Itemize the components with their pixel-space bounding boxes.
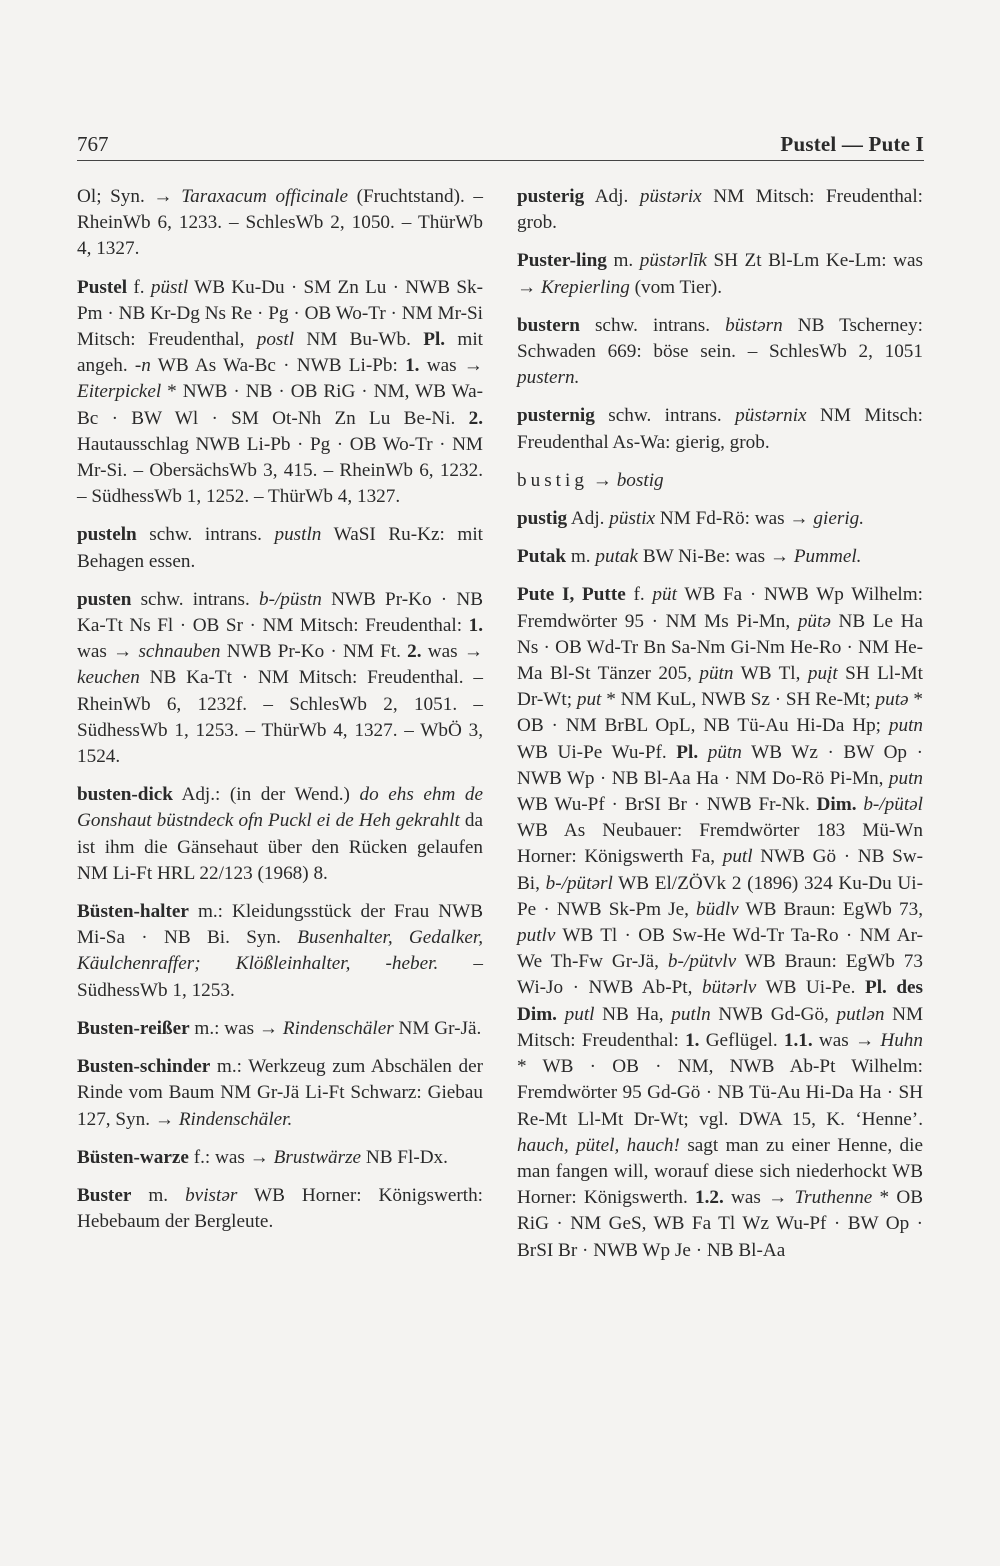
running-head: Pustel — Pute I — [780, 132, 924, 156]
entry-lemma: busten-dick — [77, 784, 173, 806]
dictionary-entry — [517, 544, 923, 570]
entry-body: m. putak BW Ni-Be: was → Pummel. — [566, 546, 862, 568]
dictionary-entry — [77, 1016, 483, 1042]
entry-body: bustig → bostig — [517, 469, 664, 491]
entry-body: m.: Kleidungsstück der Frau NWB Mi-Sa · NB Bi. Syn. Busenhalter, Gedalker, Käulchenraffer; Klößleinhalter, -heber. – SüdhessWb 1, 1253. — [77, 901, 484, 1001]
entry-body: m. püstərlīk SH Zt Bl-Lm Ke-Lm: was → Krepierling (vom Tier). — [517, 250, 923, 298]
dictionary-entry — [77, 782, 483, 887]
page-header — [77, 128, 924, 161]
entry-body: m.: was → Rindenschäler NM Gr-Jä. — [189, 1017, 482, 1039]
entry-lemma: bustern — [517, 314, 580, 336]
dictionary-entry — [77, 899, 483, 1004]
entry-lemma: Büsten-halter — [77, 901, 189, 923]
dictionary-entry — [77, 587, 483, 770]
entry-body: Adj. püstix NM Fd-Rö: was → gierig. — [567, 508, 865, 530]
entry-lemma: Busten-reißer — [77, 1017, 190, 1039]
entry-body: m.: Werkzeug zum Abschälen der Rinde vom Baum NM Gr-Jä Li-Ft Schwarz: Giebau 127, Syn. → Rindenschäler. — [77, 1056, 483, 1130]
entry-body: Ol; Syn. → Taraxacum officinale (Fruchtstand). – RheinWb 6, 1233. – SchlesWb 2, 1050. – ThürWb 4, 1327. — [77, 186, 483, 260]
entry-lemma: Busten-schinder — [77, 1056, 211, 1078]
entry-lemma: pusterig — [517, 186, 585, 207]
dictionary-entry — [517, 248, 923, 300]
entry-body: schw. intrans. büstərn NB Tscherney: Schwaden 669: böse sein. – SchlesWb 2, 1051 pustern. — [517, 314, 923, 389]
entry-body: f. püt WB Fa · NWB Wp Wilhelm: Fremdwörter 95 · NM Ms Pi-Mn, pütə NB Le Ha Ns · OB Wd-Tr Bn Sa-Nm Gi-Nm He-Ro · NM He-Ma Bl-St Tänzer 205, pütn WB Tl, puįt SH Ll-Mt Dr-Wt; put * NM KuL, NWB Sz · SH Re-Mt; putə * OB · NM BrBL OpL, NB Tü-Au Hi-Da Hp; putn WB Ui-Pe Wu-Pf. Pl. pütn WB Wz · BW Op · NWB Wp · NB Bl-Aa Ha · NM Do-Rö Pi-Mn, putn WB Wu-Pf · BrSI Br · NWB Fr-Nk. Dim. b-/pütəl WB As Neubauer: Fremdwörter 183 Mü-Wn Horner: Königswerth Fa, putl NWB Gö · NB Sw-Bi, b-/pütərl WB El/ZÖVk 2 (1896) 324 Ku-Du Ui-Pe · NWB Sk-Pm Je, büdlv WB Braun: EgWb 73, putlv WB Tl · OB Sw-He Wd-Tr Ta-Ro · NM Ar-We Th-Fw Gr-Jä, b-/pütvlv WB Braun: EgWb 73 Wi-Jo · NWB Ab-Pt, bütərlv WB Ui-Pe. Pl. des Dim. putl NB Ha, putln NWB Gd-Gö, putlən NM Mitsch: Freudenthal: 1. Geflügel. 1.1. was → Huhn * WB · OB · NM, NWB Ab-Pt Wilhelm: Fremdwörter 95 Gd-Gö · NB Tü-Au Hi-Da Ha · SH Re-Mt Ll-Mt Dr-Wt; vgl. DWA 15, K. ‘Henne’. hauch, pütel, hauch! sagt man zu einer Henne, die man fangen will, worauf diese sich niederhockt WB Horner: Königswerth. 1.2. was → Truthenne * OB RiG · NM GeS, WB Fa Tl Wz Wu-Pf · BW Op · BrSI Br · NWB Wp Je · NB Bl-Aa — [517, 584, 924, 1261]
entry-lemma: Pustel — [77, 276, 128, 298]
entry-body: f.: was → Brustwärze NB Fl-Dx. — [188, 1146, 448, 1168]
entry-body: Adj. püstərix NM Mitsch: Freudenthal: grob. — [517, 186, 923, 234]
dictionary-entry — [517, 313, 923, 392]
entry-body: schw. intrans. pustln WaSI Ru-Kz: mit Behagen essen. — [77, 524, 483, 572]
entry-body: schw. intrans. püstərnix NM Mitsch: Freudenthal As-Wa: gierig, grob. — [517, 405, 923, 453]
entry-lemma: pusternig — [517, 405, 595, 427]
entry-lemma: Pute I, Putte — [517, 584, 626, 606]
dictionary-entry — [517, 403, 923, 455]
entry-lemma: Büsten-warze — [77, 1146, 189, 1168]
right-column — [517, 184, 923, 1276]
dictionary-entry — [517, 184, 923, 236]
entry-lemma: pustig — [517, 508, 568, 530]
entry-body: m. bvistər WB Horner: Königswerth: Hebebaum der Bergleute. — [77, 1184, 483, 1233]
dictionary-entry — [77, 275, 483, 511]
dictionary-entry — [77, 1054, 483, 1133]
entry-lemma: pusteln — [77, 524, 137, 546]
dictionary-entry — [77, 1145, 483, 1171]
entry-lemma: Putak — [517, 546, 567, 568]
entry-body: f. püstl WB Ku-Du · SM Zn Lu · NWB Sk-Pm · NB Kr-Dg Ns Re · Pg · OB Wo-Tr · NM Mr-Si Mitsch: Freudenthal, postl NM Bu-Wb. Pl. mit angeh. -n WB As Wa-Bc · NWB Li-Pb: 1. was → Eiterpickel * NWB · NB · OB RiG · NM, WB Wa-Bc · BW Wl · SM Ot-Nh Zn Lu Be-Ni. 2. Hautausschlag NWB Li-Pb · Pg · OB Wo-Tr · NM Mr-Si. – ObersächsWb 3, 415. – RheinWb 6, 1232. – SüdhessWb 1, 1252. – ThürWb 4, 1327. — [77, 276, 484, 508]
page-number: 767 — [77, 132, 109, 156]
entry-lemma: Puster-ling — [517, 250, 607, 272]
entry-body: schw. intrans. b-/püstn NWB Pr-Ko · NB Ka-Tt Ns Fl · OB Sr · NM Mitsch: Freudenthal: 1. was → schnauben NWB Pr-Ko · NM Ft. 2. was → keuchen NB Ka-Tt · NM Mitsch: Freudenthal. – RheinWb 6, 1232f. – SchlesWb 2, 1051. – SüdhessWb 1, 1253. – ThürWb 4, 1327. – WbÖ 3, 1524. — [77, 588, 484, 768]
entry-body: Adj.: (in der Wend.) do ehs ehm de Gonshaut büstndeck ofn Puckl ei de Heh gekrahlt da ist ihm die Gänsehaut über den Rücken gelaufen NM Li-Ft HRL 22/123 (1968) 8. — [77, 784, 484, 884]
dictionary-entry — [517, 468, 923, 494]
dictionary-entry — [517, 582, 923, 1263]
dictionary-entry — [77, 184, 483, 263]
left-column — [77, 184, 483, 1247]
dictionary-entry — [517, 506, 923, 532]
entry-lemma: pusten — [77, 588, 132, 610]
dictionary-entry — [77, 522, 483, 574]
entry-lemma: Buster — [77, 1184, 132, 1206]
dictionary-entry — [77, 1183, 483, 1235]
